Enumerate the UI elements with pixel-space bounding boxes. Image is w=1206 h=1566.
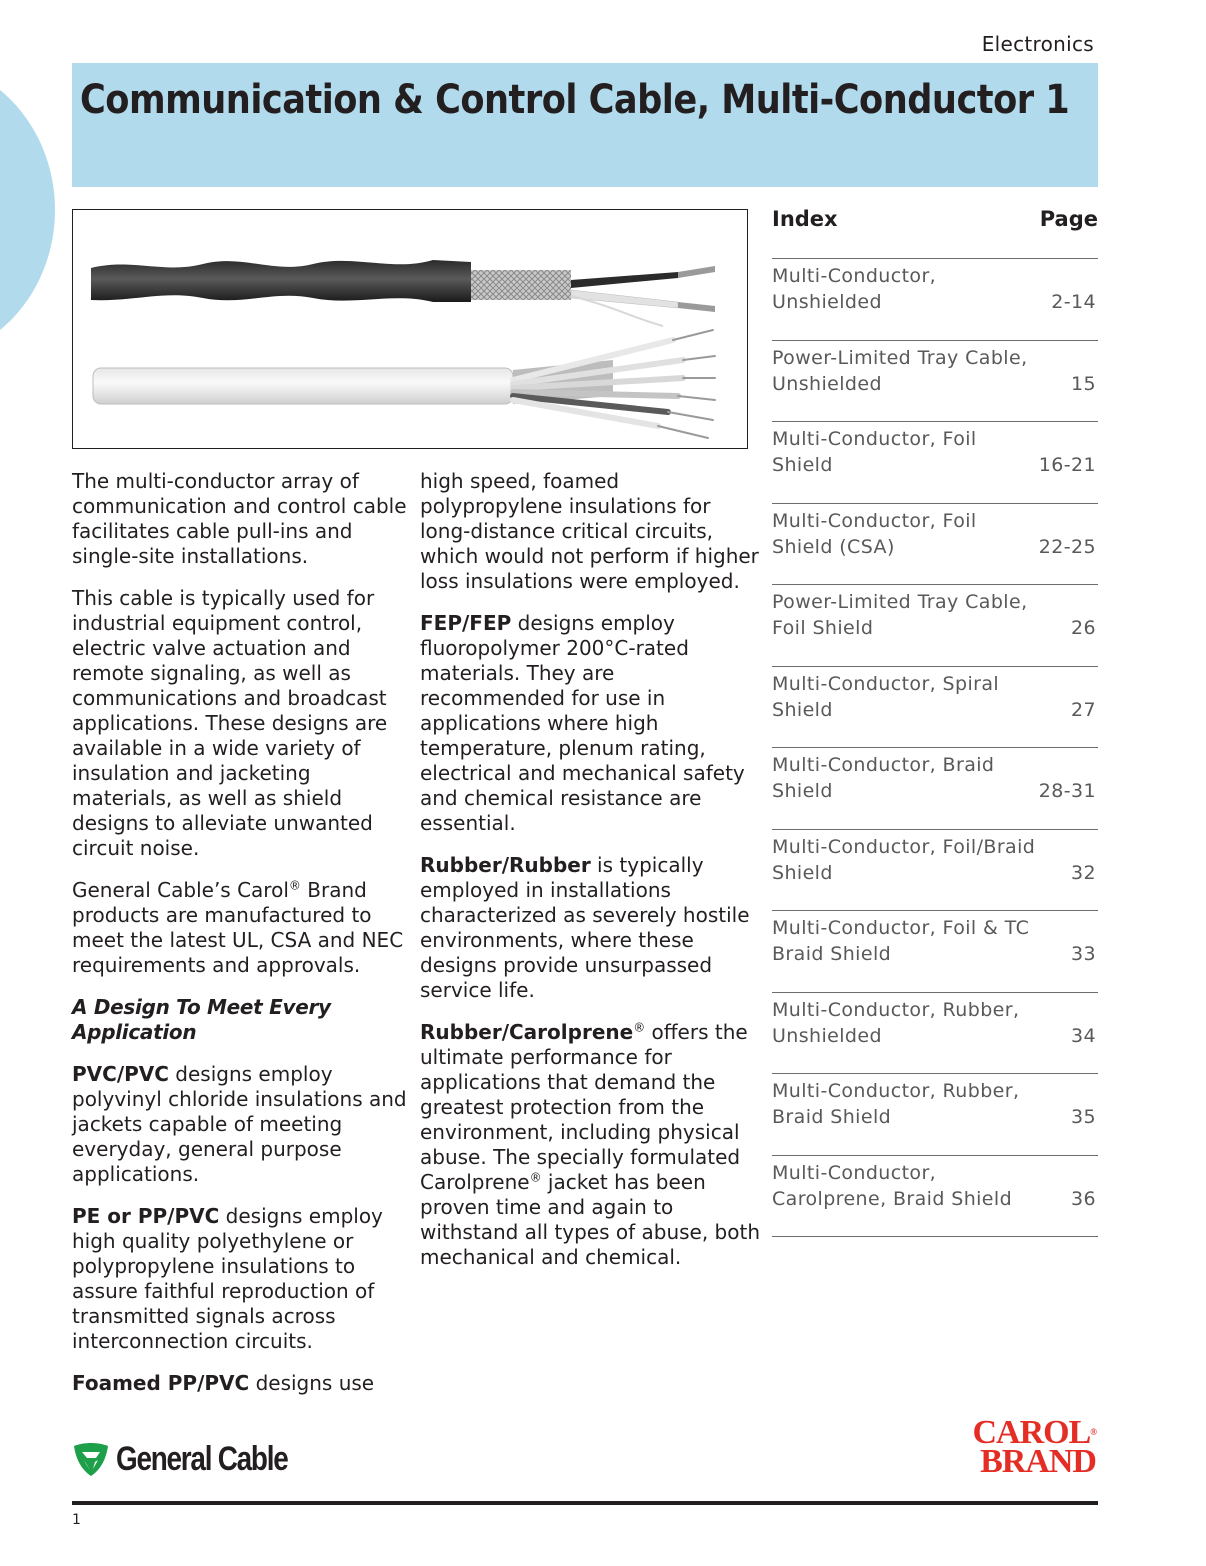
foamed-paragraph — [72, 1371, 412, 1396]
index-row — [772, 993, 1098, 1075]
index-table — [772, 204, 1098, 1237]
body-column-1 — [72, 469, 412, 1413]
index-row — [772, 1156, 1098, 1238]
registered-mark: ® — [529, 1170, 542, 1185]
product-photo — [72, 209, 748, 449]
index-row — [772, 259, 1098, 341]
index-item-page: 32 — [1071, 861, 1096, 884]
index-item-page: 34 — [1071, 1024, 1096, 1047]
index-item-page: 26 — [1071, 617, 1096, 639]
section-category: Electronics — [981, 32, 1094, 56]
index-header — [772, 204, 1098, 259]
index-item-page: 2-14 — [1051, 291, 1096, 313]
registered-mark: ® — [1090, 1427, 1096, 1437]
intro-paragraph: The multi-conductor array of communication and control cable facilitates cable pull-ins and single-site installations. — [72, 469, 407, 568]
index-item-label: Multi-Conductor, Foil/Braid Shield — [772, 835, 1036, 884]
index-row — [772, 667, 1098, 749]
rubber-paragraph — [420, 853, 760, 1003]
index-item-page: 15 — [1071, 372, 1096, 395]
index-row — [772, 341, 1098, 423]
carol-brand-logo — [972, 1414, 1096, 1480]
index-item-label: Power-Limited Tray Cable, Unshielded — [772, 346, 1028, 395]
registered-mark: ® — [633, 1020, 646, 1035]
fep-term: FEP/FEP — [420, 611, 512, 635]
index-row — [772, 911, 1098, 993]
brand-paragraph — [72, 878, 412, 978]
index-item-label: Multi-Conductor, Rubber, Unshielded — [772, 998, 1020, 1047]
registered-mark: ® — [288, 878, 301, 893]
index-row — [772, 1074, 1098, 1156]
index-item-page: 22-25 — [1038, 535, 1096, 558]
footer-divider — [72, 1501, 1098, 1505]
index-item-label: Multi-Conductor, Foil Shield (CSA) — [772, 509, 977, 558]
index-item-label: Multi-Conductor, Foil & TC Braid Shield — [772, 917, 1030, 965]
pvc-term: PVC/PVC — [72, 1062, 169, 1086]
index-item-label: Multi-Conductor, Braid Shield — [772, 754, 995, 802]
decorative-side-circle — [0, 60, 55, 360]
pvc-paragraph — [72, 1062, 412, 1187]
page-title: Communication & Control Cable, Multi-Conductor 1 — [80, 77, 1070, 123]
brand-text-cont: Brand products are manufactured to meet the latest UL, CSA and NEC requirements and approvals. — [72, 878, 404, 977]
black-cable — [91, 260, 715, 326]
title-band — [72, 63, 1098, 187]
fep-text: designs employ fluoropolymer 200°C-rated materials. They are recommended for use in applications where high temperature, plenum rating, electrical and mechanical safety and chemical resistance are essential. — [420, 611, 745, 835]
brand-text: General Cable’s Carol — [72, 878, 289, 902]
index-row — [772, 585, 1098, 667]
rubber-text: is typically employed in installations characterized as severely hostile environments, where these designs provide unsurpassed service life. — [420, 853, 750, 1002]
foamed-paragraph-cont: high speed, foamed polypropylene insulations for long-distance critical circuits, which would not perform if higher loss insulations were employed. — [420, 469, 759, 593]
index-item-page: 36 — [1071, 1187, 1096, 1210]
carol-logo-text: CAROL — [972, 1414, 1091, 1451]
index-item-page: 35 — [1071, 1106, 1096, 1128]
usage-paragraph: This cable is typically used for industrial equipment control, electric valve actuation and remote signaling, as well as communications and broadcast applications. These designs are available in a wide variety of insulation and jacketing materials, as well as shield designs to alleviate unwanted circuit noise. — [72, 586, 388, 860]
carol-logo-line2: BRAND — [980, 1443, 1096, 1480]
index-row — [772, 504, 1098, 586]
index-item-page: 28-31 — [1038, 780, 1096, 802]
index-item-label: Multi-Conductor, Spiral Shield — [772, 672, 1000, 721]
fep-paragraph — [420, 611, 760, 836]
index-item-page: 33 — [1071, 943, 1096, 965]
index-heading: Index — [772, 207, 838, 231]
pe-paragraph — [72, 1204, 412, 1354]
index-row — [772, 422, 1098, 504]
foamed-text: designs use — [249, 1371, 375, 1395]
index-item-page: 27 — [1071, 698, 1096, 721]
index-item-label: Multi-Conductor, Carolprene, Braid Shield — [772, 1161, 1013, 1210]
page-number: 1 — [72, 1512, 81, 1528]
cable-illustration — [73, 210, 747, 448]
carolprene-text: offers the ultimate performance for applications that demand the greatest protection from the environment, including physical abuse. The specially formulated Carolprene — [420, 1020, 748, 1194]
section-subheading: A Design To Meet Every Application — [72, 995, 331, 1044]
general-cable-logo — [72, 1440, 325, 1479]
pvc-text: designs employ polyvinyl chloride insulations and jackets capable of meeting everyday, general purpose applications. — [72, 1062, 407, 1186]
index-item-label: Multi-Conductor, Unshielded — [772, 265, 937, 313]
pe-term: PE or PP/PVC — [72, 1204, 220, 1228]
general-cable-shield-icon — [72, 1442, 110, 1478]
general-cable-wordmark: General Cable — [116, 1440, 288, 1478]
index-row — [772, 748, 1098, 830]
index-item-page: 16-21 — [1038, 454, 1096, 476]
pe-text: designs employ high quality polyethylene or polypropylene insulations to assure faithful reproduction of transmitted signals across interconnection circuits. — [72, 1204, 383, 1353]
page-heading: Page — [1039, 207, 1098, 231]
body-column-2 — [420, 469, 760, 1287]
carolprene-text-cont: jacket has been proven time and again to withstand all types of abuse, both mechanical and chemical. — [420, 1170, 761, 1269]
index-row — [772, 830, 1098, 912]
white-cable — [93, 330, 715, 438]
rubber-term: Rubber/Rubber — [420, 853, 591, 877]
index-item-label: Power-Limited Tray Cable, Foil Shield — [772, 591, 1028, 639]
carolprene-paragraph — [420, 1020, 760, 1270]
index-item-label: Multi-Conductor, Foil Shield — [772, 428, 977, 476]
index-rows — [772, 259, 1098, 1237]
foamed-term: Foamed PP/PVC — [72, 1371, 250, 1395]
index-item-label: Multi-Conductor, Rubber, Braid Shield — [772, 1080, 1020, 1128]
carolprene-term: Rubber/Carolprene — [420, 1020, 634, 1044]
